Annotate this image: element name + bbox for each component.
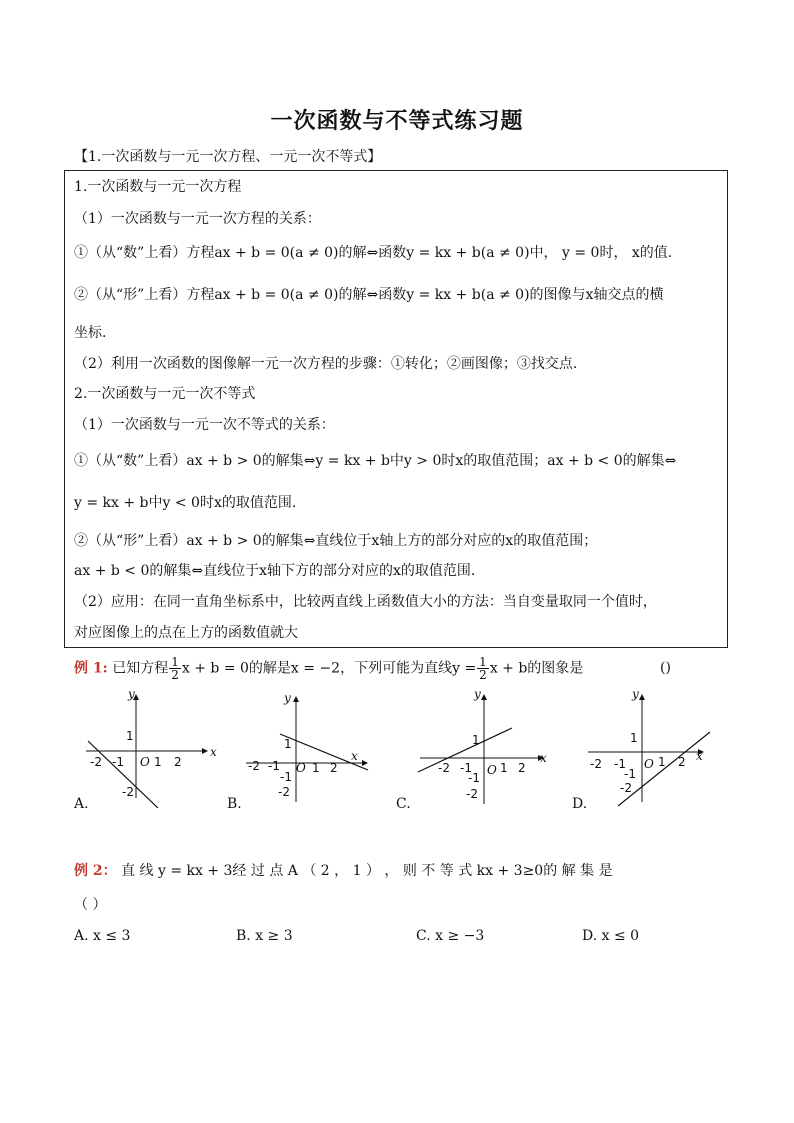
tick-label: 1 [154,755,162,769]
graph-d [584,686,734,808]
x-axis-label: x [210,745,217,759]
example-1-text-c: x + b的图象是 [489,660,584,677]
tick-label: -1 [268,759,280,773]
tick-label: -2 [466,787,478,801]
tick-label: -2 [620,781,632,795]
box-line-3b: y = kx + b中y < 0时x的取值范围. [74,495,297,511]
fraction-numerator: 1 [171,655,179,669]
example-2-text: 直 线 y = kx + 3经 过 点 A （ 2 ， 1 ） ， 则 不 等 式 kx + 3≥0的 解 集 是 [121,863,613,879]
example-2-label: 例 2： [74,863,117,879]
box-line-2b: 坐标. [74,325,107,341]
example-2-option-d[interactable]: D. x ≤ 0 [582,928,640,944]
example-1-text-b: x + b = 0的解是x = −2，下列可能为直线y = [181,660,477,677]
box-line-3a: ①（从“数”上看）ax + b > 0的解集⇔y = kx + b中y > 0时x的取值范围；ax + b < 0的解集⇔ [74,453,677,469]
tick-label: -2 [90,755,102,769]
tick-label: 1 [284,737,292,751]
tick-label: -1 [468,771,480,785]
x-axis-arrow [202,748,208,754]
example-2-option-a[interactable]: A. x ≤ 3 [74,928,131,944]
x-axis-label: x [351,749,358,763]
fraction-denominator: 2 [479,668,487,682]
tick-label: 1 [126,729,134,743]
option-a-label[interactable]: A. [74,796,89,812]
graph-a [70,686,220,808]
option-c-label[interactable]: C. [396,796,411,812]
tick-label: -2 [278,785,290,799]
tick-label: -2 [248,759,260,773]
example-1-label: 例 1: [74,660,108,677]
origin-label: O [296,761,306,775]
tick-label: 1 [312,761,320,775]
origin-label: O [487,763,497,777]
tick-label: -1 [280,770,292,784]
example-2-option-b[interactable]: B. x ≥ 3 [236,928,293,944]
tick-label: 1 [630,731,638,745]
y-axis-arrow [639,694,645,700]
section-header: 【1.一次函数与一元一次方程、一元一次不等式】 [74,149,382,165]
page-title: 一次函数与不等式练习题 [270,109,524,134]
origin-label: O [644,757,654,771]
box-sub-1: （1）一次函数与一元一次方程的关系： [74,211,321,227]
x-axis-label: x [696,749,703,763]
example-1-question [74,656,583,681]
y-axis-arrow [481,694,487,700]
option-b-label[interactable]: B. [227,796,242,812]
box-line-4b: ax + b < 0的解集⇔直线位于x轴下方的部分对应的x的取值范围. [74,563,476,579]
y-axis-arrow [293,696,299,702]
x-axis-arrow [362,760,368,766]
example-2-answer-paren: （ ） [74,897,107,913]
box-line-2a: ②（从“形”上看）方程ax + b = 0(a ≠ 0)的解⇔函数y = kx + b(a ≠ 0)的图像与x轴交点的横 [74,287,664,303]
fraction-half-2 [477,656,489,681]
tick-label: -1 [112,755,124,769]
fraction-half-1 [169,656,181,681]
box-heading-1: 1.一次函数与一元一次方程 [74,179,242,195]
box-line-4a: ②（从“形”上看）ax + b > 0的解集⇔直线位于x轴上方的部分对应的x的取值范围； [74,533,598,549]
box-line-5b: 对应图像上的点在上方的函数值就大 [74,625,298,641]
fraction-denominator: 2 [171,668,179,682]
tick-label: -2 [122,785,134,799]
origin-label: O [140,755,150,769]
graph-b [240,686,390,808]
y-axis-label: y [128,687,135,701]
y-axis-label: y [284,691,291,705]
graph-c [414,686,564,808]
box-line-1: ①（从“数”上看）方程ax + b = 0(a ≠ 0)的解⇔函数y = kx + b(a ≠ 0)中， y = 0时， x的值. [74,245,673,261]
tick-label: -1 [460,761,472,775]
tick-label: 2 [678,755,686,769]
x-axis-label: x [540,751,547,765]
tick-label: -1 [624,767,636,781]
tick-label: -2 [438,761,450,775]
tick-label: 2 [518,761,526,775]
tick-label: -2 [590,757,602,771]
fraction-numerator: 1 [479,655,487,669]
tick-label: 2 [174,755,182,769]
box-heading-2: 2.一次函数与一元一次不等式 [74,386,256,402]
box-sub-3: （1）一次函数与一元一次不等式的关系： [74,417,335,433]
example-1-text-a: 已知方程 [112,660,169,677]
y-axis-label: y [632,687,639,701]
option-d-label[interactable]: D. [572,796,588,812]
tick-label: -1 [614,757,626,771]
tick-label: 1 [500,761,508,775]
box-sub-2: （2）利用一次函数的图像解一元一次方程的步骤：①转化；②画图像；③找交点. [74,356,578,372]
tick-label: 1 [658,755,666,769]
box-line-5a: （2）应用：在同一直角坐标系中，比较两直线上函数值大小的方法：当自变量取同一个值时， [74,594,657,610]
tick-label: 1 [472,733,480,747]
y-axis-label: y [474,687,481,701]
example-1-answer-paren: () [660,660,671,676]
example-2-question [74,860,613,880]
tick-label: 2 [330,761,338,775]
example-2-option-c[interactable]: C. x ≥ −3 [416,928,485,944]
